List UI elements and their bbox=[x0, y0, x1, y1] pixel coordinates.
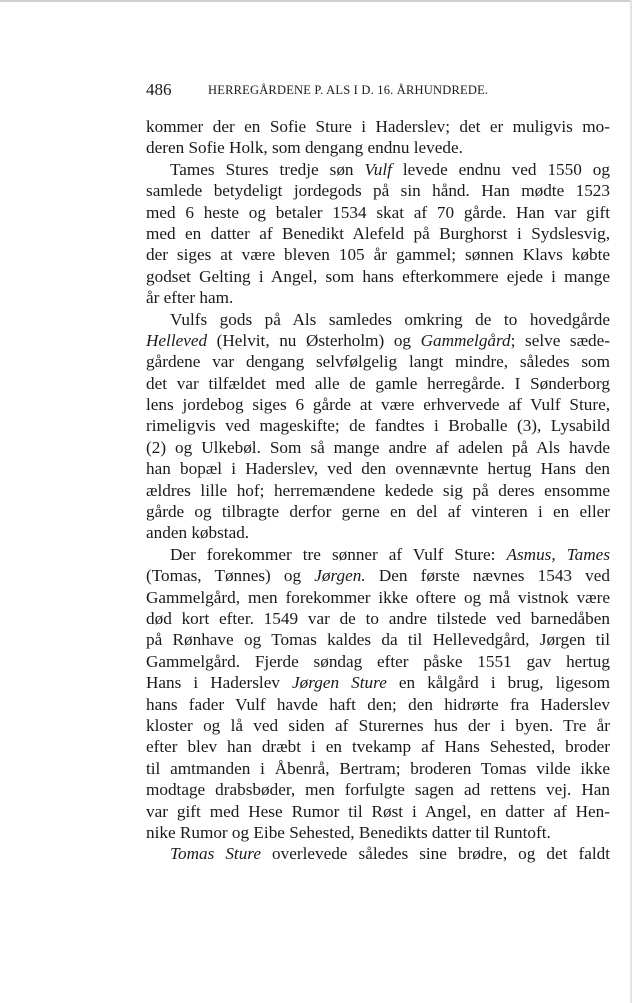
running-title: HERREGÅRDENE P. ALS I D. 16. ÅRHUNDREDE. bbox=[208, 83, 489, 97]
text-segment: levede endnu ved 1550 og bbox=[391, 159, 610, 179]
text-line bbox=[146, 159, 610, 180]
text-line bbox=[146, 565, 610, 586]
text-segment: død kort efter. 1549 var de to andre tilstede ved barnedåben bbox=[146, 608, 610, 628]
page-header bbox=[146, 80, 610, 102]
text-line bbox=[146, 522, 610, 543]
text-line bbox=[146, 437, 610, 458]
text-segment: det var tilfældet med alle de gamle herregårde. I Sønderborg bbox=[146, 373, 610, 393]
scan-top-edge bbox=[0, 0, 632, 2]
text-line bbox=[146, 736, 610, 757]
text-segment: godset Gelting i Angel, som hans efterkommere ejede i mange bbox=[146, 266, 610, 286]
italic-text: Gammelgård bbox=[420, 330, 511, 350]
text-segment: kommer der en Sofie Sture i Haderslev; det er muligvis mo- bbox=[146, 117, 610, 136]
text-segment: hans fader Vulf havde haft den; den hidrørte fra Haderslev bbox=[146, 694, 610, 714]
text-line bbox=[146, 330, 610, 351]
text-line bbox=[146, 501, 610, 522]
text-line bbox=[146, 843, 610, 864]
text-line bbox=[146, 587, 610, 608]
text-line bbox=[146, 373, 610, 394]
text-segment: med en datter af Benedikt Alefeld på Burghorst i Sydslesvig, bbox=[146, 223, 610, 243]
text-line bbox=[146, 651, 610, 672]
text-line bbox=[146, 244, 610, 265]
text-segment: Gammelgård. Fjerde søndag efter påske 1551 gav hertug bbox=[146, 651, 610, 671]
text-line bbox=[146, 672, 610, 693]
body-text bbox=[146, 116, 610, 865]
text-segment: ældres lille hof; herremændene kedede sig på deres ensomme bbox=[146, 480, 610, 500]
text-segment: han bopæl i Haderslev, ved den ovennævnte hertug Hans den bbox=[146, 459, 610, 479]
text-segment: en kålgård i brug, ligesom bbox=[386, 673, 610, 693]
text-line bbox=[146, 180, 610, 201]
italic-text: Helleved bbox=[146, 330, 208, 350]
text-segment: anden købstad. bbox=[146, 523, 250, 543]
text-segment: der siges at være bleven 105 år gammel; sønnen Klavs købte bbox=[146, 245, 610, 265]
text-line bbox=[146, 715, 610, 736]
text-line bbox=[146, 266, 610, 287]
text-segment: Hans i Haderslev bbox=[146, 673, 293, 693]
text-line bbox=[146, 287, 610, 308]
text-line bbox=[146, 629, 610, 650]
text-segment: til amtmanden i Åbenrå, Bertram; broderen Tomas vilde ikke bbox=[146, 758, 610, 778]
text-segment: Den første nævnes 1543 ved bbox=[365, 566, 610, 586]
italic-text: Asmus, Tames bbox=[506, 544, 611, 564]
text-line bbox=[146, 415, 610, 436]
italic-text: Jørgen Sture bbox=[292, 673, 387, 693]
text-segment: lens jordebog siges 6 gårde at være erhvervede af Vulf Sture, bbox=[146, 395, 610, 415]
text-segment: samlede betydeligt jordegods på sin hånd. Han mødte 1523 bbox=[146, 181, 610, 201]
text-line bbox=[146, 394, 610, 415]
text-line bbox=[146, 694, 610, 715]
text-line bbox=[146, 223, 610, 244]
text-line bbox=[146, 309, 610, 330]
text-segment: med 6 heste og betaler 1534 skat af 70 gårde. Han var gift bbox=[146, 202, 610, 222]
text-line bbox=[146, 480, 610, 501]
text-segment: år efter ham. bbox=[146, 288, 234, 308]
text-segment: (Tomas, Tønnes) og bbox=[146, 566, 315, 586]
text-line bbox=[146, 758, 610, 779]
text-segment: på Rønhave og Tomas kaldes da til Hellevedgård, Jørgen til bbox=[146, 630, 610, 650]
text-segment: ; selve sæde- bbox=[510, 330, 610, 350]
text-segment: (Helvit, nu Østerholm) og bbox=[207, 330, 421, 350]
text-segment: Tames Stures tredje søn bbox=[170, 159, 365, 179]
text-line bbox=[146, 202, 610, 223]
text-line bbox=[146, 351, 610, 372]
text-line bbox=[146, 801, 610, 822]
italic-text: Vulf bbox=[364, 159, 392, 179]
text-segment: efter blev han dræbt i en tvekamp af Hans Sehested, broder bbox=[146, 737, 610, 757]
italic-text: Jørgen. bbox=[314, 566, 366, 586]
italic-text: Tomas Sture bbox=[170, 844, 261, 864]
text-line bbox=[146, 608, 610, 629]
page-number: 486 bbox=[146, 80, 172, 99]
text-segment: Der forekommer tre sønner af Vulf Sture: bbox=[170, 544, 507, 564]
text-line bbox=[146, 822, 610, 843]
text-line bbox=[146, 544, 610, 565]
text-segment: Gammelgård, men forekommer ikke oftere og må vistnok være bbox=[146, 587, 610, 607]
text-line bbox=[146, 137, 610, 158]
text-segment: nike Rumor og Eibe Sehested, Benedikts datter til Runtoft. bbox=[146, 822, 551, 842]
text-segment: kloster og lå ved siden af Sturernes hus der i byen. Tre år bbox=[146, 715, 610, 735]
text-segment: gårdene var dengang selvfølgelig langt mindre, således som bbox=[146, 352, 610, 372]
text-segment: modtage drabsbøder, men forfulgte sagen ad rettens vej. Han bbox=[146, 780, 610, 800]
text-segment: overlevede således sine brødre, og det faldt bbox=[260, 844, 610, 864]
text-line bbox=[146, 116, 610, 137]
text-line bbox=[146, 458, 610, 479]
text-segment: rimeligvis ved mageskifte; de fandtes i Broballe (3), Lysabild bbox=[146, 416, 610, 436]
text-segment: gårde og tilbragte derfor gerne en del af vinteren i en eller bbox=[146, 502, 610, 522]
text-line bbox=[146, 779, 610, 800]
text-segment: var gift med Hese Rumor til Røst i Angel, en datter af Hen- bbox=[146, 801, 610, 821]
text-segment: (2) og Ulkebøl. Som så mange andre af adelen på Als havde bbox=[146, 437, 610, 457]
text-segment: Vulfs gods på Als samledes omkring de to hovedgårde bbox=[170, 309, 610, 329]
text-segment: deren Sofie Holk, som dengang endnu levede. bbox=[146, 138, 463, 158]
